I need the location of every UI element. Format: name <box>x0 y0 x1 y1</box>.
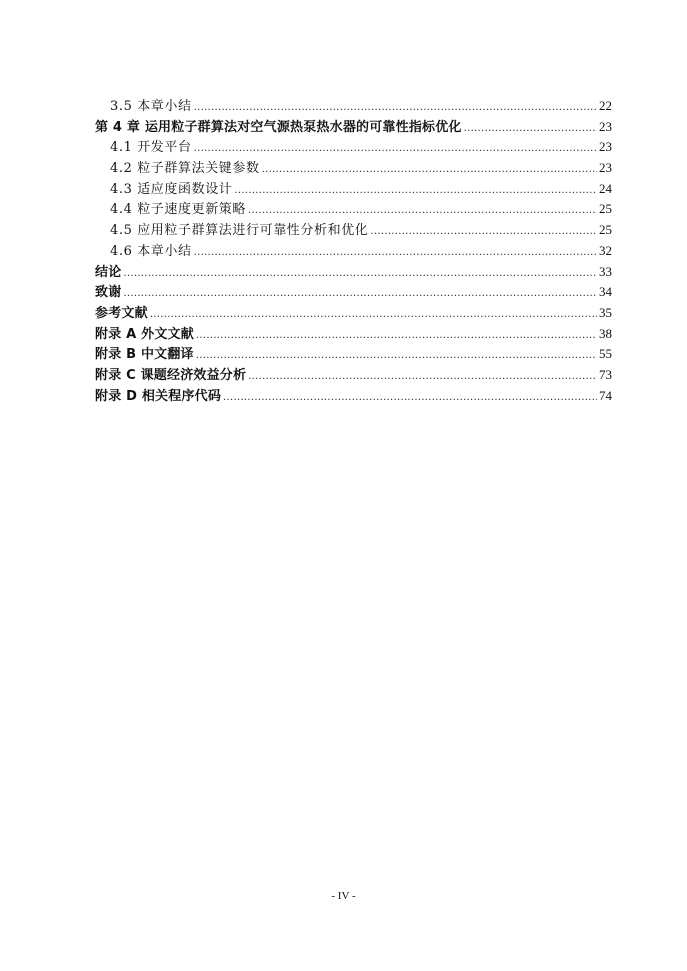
toc-dot-leader <box>248 367 597 388</box>
table-of-contents <box>95 96 612 406</box>
toc-entry-title: 4.3 适应度函数设计 <box>110 181 233 197</box>
toc-entry-page: 23 <box>599 160 612 176</box>
toc-entry-title: 3.5 本章小结 <box>110 99 192 114</box>
toc-entry-title: 第 4 章 运用粒子群算法对空气源热泵热水器的可靠性指标优化 <box>95 119 462 135</box>
toc-entry-title: 4.2 粒子群算法关键参数 <box>110 161 260 177</box>
toc-entry-page: 23 <box>599 139 612 155</box>
toc-entry[interactable] <box>95 179 612 200</box>
toc-entry[interactable] <box>95 137 612 158</box>
toc-entry[interactable] <box>95 262 612 283</box>
toc-dot-leader <box>194 243 597 264</box>
toc-entry-title: 附录 C 课题经济效益分析 <box>95 367 247 383</box>
toc-entry-page: 25 <box>599 222 612 238</box>
toc-dot-leader <box>464 119 597 140</box>
toc-entry-title: 4.1 开发平台 <box>110 140 192 156</box>
page-number: - IV - <box>331 890 356 902</box>
toc-dot-leader <box>223 388 597 409</box>
toc-entry-page: 38 <box>599 325 612 341</box>
toc-entry[interactable] <box>95 365 612 386</box>
toc-dot-leader <box>150 305 597 326</box>
toc-entry[interactable] <box>95 324 612 345</box>
toc-entry-page: 22 <box>599 98 612 113</box>
toc-entry-page: 24 <box>599 180 612 196</box>
toc-entry-page: 23 <box>599 118 612 134</box>
toc-entry-title: 附录 B 中文翻译 <box>95 347 194 363</box>
toc-entry-page: 73 <box>599 366 612 382</box>
toc-entry-page: 74 <box>599 387 612 403</box>
toc-entry-title: 参考文献 <box>95 305 148 321</box>
toc-entry-title: 附录 D 相关程序代码 <box>95 388 222 404</box>
toc-entry-title: 结论 <box>95 264 122 280</box>
toc-entry[interactable] <box>95 199 612 220</box>
toc-entry-page: 34 <box>599 284 612 300</box>
toc-dot-leader <box>370 222 597 243</box>
toc-entry-page: 25 <box>599 201 612 217</box>
toc-dot-leader <box>196 346 597 367</box>
toc-entry-title: 4.4 粒子速度更新策略 <box>110 202 247 218</box>
toc-dot-leader <box>123 264 597 285</box>
toc-entry[interactable] <box>95 96 612 117</box>
toc-entry-title: 4.5 应用粒子群算法进行可靠性分析和优化 <box>110 223 369 239</box>
toc-entry[interactable] <box>95 344 612 365</box>
toc-dot-leader <box>262 160 597 181</box>
toc-dot-leader <box>123 284 597 305</box>
toc-dot-leader <box>194 98 597 119</box>
toc-entry-title: 4.6 本章小结 <box>110 243 192 259</box>
toc-dot-leader <box>196 326 597 347</box>
toc-entry-page: 55 <box>599 346 612 362</box>
toc-entry-title: 致谢 <box>95 285 122 301</box>
toc-entry[interactable] <box>95 303 612 324</box>
toc-entry[interactable] <box>95 386 612 407</box>
toc-entry[interactable] <box>95 282 612 303</box>
toc-dot-leader <box>194 139 597 160</box>
toc-entry-page: 35 <box>599 304 612 320</box>
toc-entry-title: 附录 A 外文文献 <box>95 326 194 342</box>
toc-entry-page: 33 <box>599 263 612 279</box>
toc-entry[interactable] <box>95 241 612 262</box>
toc-entry[interactable] <box>95 158 612 179</box>
toc-entry[interactable] <box>95 117 612 138</box>
toc-dot-leader <box>234 181 597 202</box>
toc-entry[interactable] <box>95 220 612 241</box>
toc-entry-page: 32 <box>599 242 612 258</box>
toc-dot-leader <box>248 201 597 222</box>
